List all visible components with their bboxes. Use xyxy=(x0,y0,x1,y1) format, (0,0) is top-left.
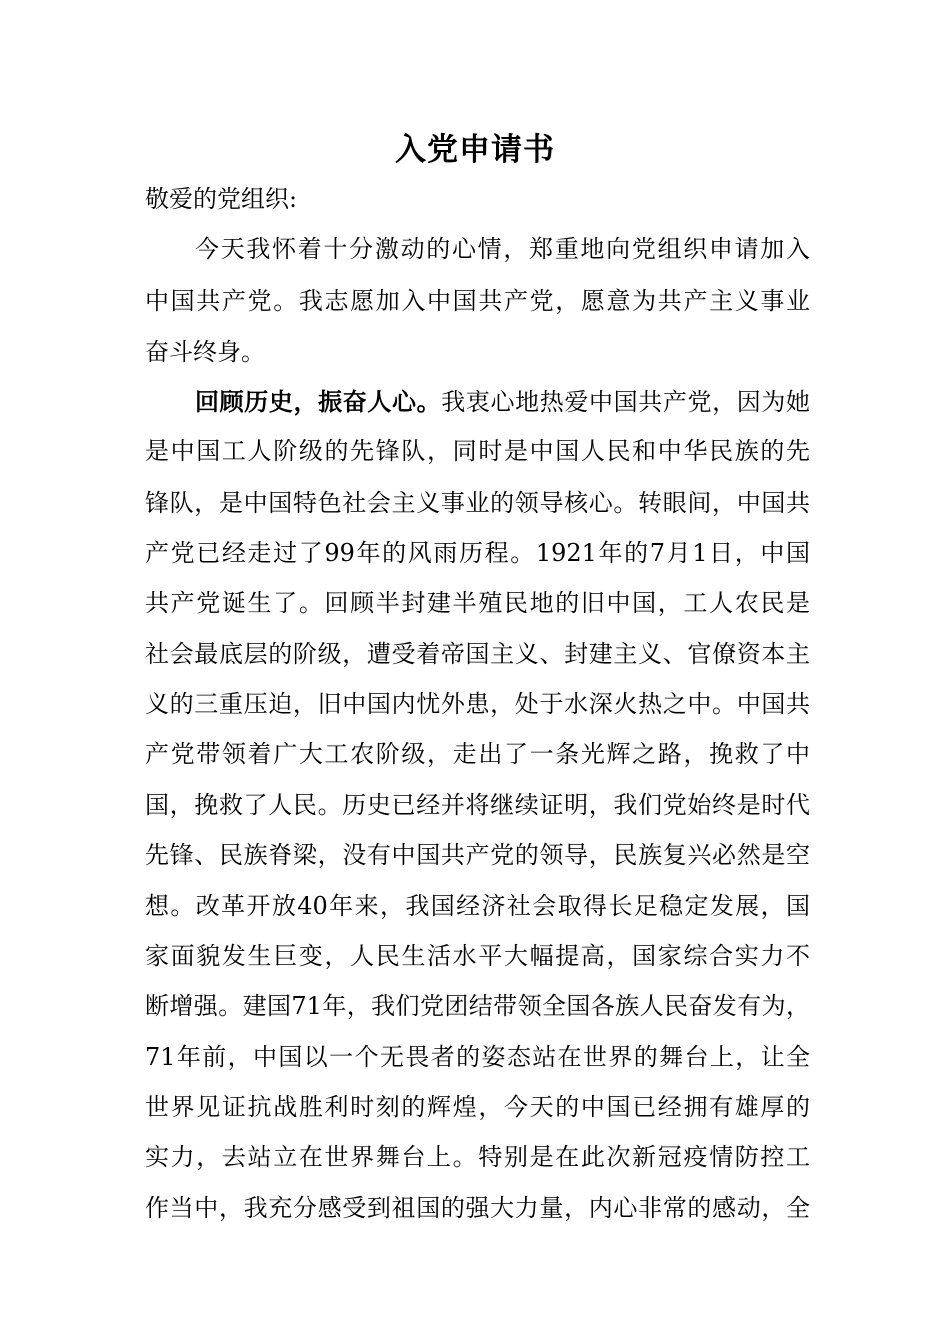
paragraph-1-line-3: 奋斗终身。 xyxy=(145,338,265,366)
paragraph-2-first-line-rest: 我衷心地热爱中国共产党，因为她 xyxy=(441,388,810,416)
salutation: 敬爱的党组织: xyxy=(145,185,298,213)
paragraph-2-line-1 xyxy=(195,387,810,417)
paragraph-2-line-12: 家面貌发生巨变，人民生活水平大幅提高，国家综合实力不 xyxy=(145,942,810,970)
paragraph-2-line-17: 作当中，我充分感受到祖国的强大力量，内心非常的感动，全 xyxy=(145,1194,810,1222)
paragraph-2-line-4: 产党已经走过了99年的风雨历程。1921年的7月1日，中国 xyxy=(145,539,810,567)
paragraph-2-line-13: 断增强。建国71年，我们党团结带领全国各族人民奋发有为， xyxy=(145,992,810,1020)
paragraph-2-line-15: 世界见证抗战胜利时刻的辉煌，今天的中国已经拥有雄厚的 xyxy=(145,1093,810,1121)
paragraph-2-line-9: 国，挽救了人民。历史已经并将继续证明，我们党始终是时代 xyxy=(145,791,810,819)
paragraph-2-line-6: 社会最底层的阶级，遭受着帝国主义、封建主义、官僚资本主 xyxy=(145,640,810,668)
paragraph-1-line-2: 中国共产党。我志愿加入中国共产党，愿意为共产主义事业 xyxy=(145,287,810,315)
paragraph-2-line-5: 共产党诞生了。回顾半封建半殖民地的旧中国，工人农民是 xyxy=(145,589,810,617)
paragraph-2-line-14: 71年前，中国以一个无畏者的姿态站在世界的舞台上，让全 xyxy=(145,1043,810,1071)
paragraph-2-line-3: 锋队，是中国特色社会主义事业的领导核心。转眼间，中国共 xyxy=(145,489,810,517)
paragraph-2-lead: 回顾历史，振奋人心。 xyxy=(195,387,442,416)
paragraph-2-line-2: 是中国工人阶级的先锋队，同时是中国人民和中华民族的先 xyxy=(145,437,810,465)
paragraph-2-line-7: 义的三重压迫，旧中国内忧外患，处于水深火热之中。中国共 xyxy=(145,690,810,718)
paragraph-2-line-8: 产党带领着广大工农阶级，走出了一条光辉之路，挽救了中 xyxy=(145,740,810,768)
document-title: 入党申请书 xyxy=(395,132,555,168)
paragraph-2-line-10: 先锋、民族脊梁，没有中国共产党的领导，民族复兴必然是空 xyxy=(145,841,810,869)
paragraph-2-line-16: 实力，去站立在世界舞台上。特别是在此次新冠疫情防控工 xyxy=(145,1143,810,1171)
paragraph-2-line-11: 想。改革开放40年来，我国经济社会取得长足稳定发展，国 xyxy=(145,892,810,920)
paragraph-1-line-1: 今天我怀着十分激动的心情，郑重地向党组织申请加入 xyxy=(195,235,810,263)
